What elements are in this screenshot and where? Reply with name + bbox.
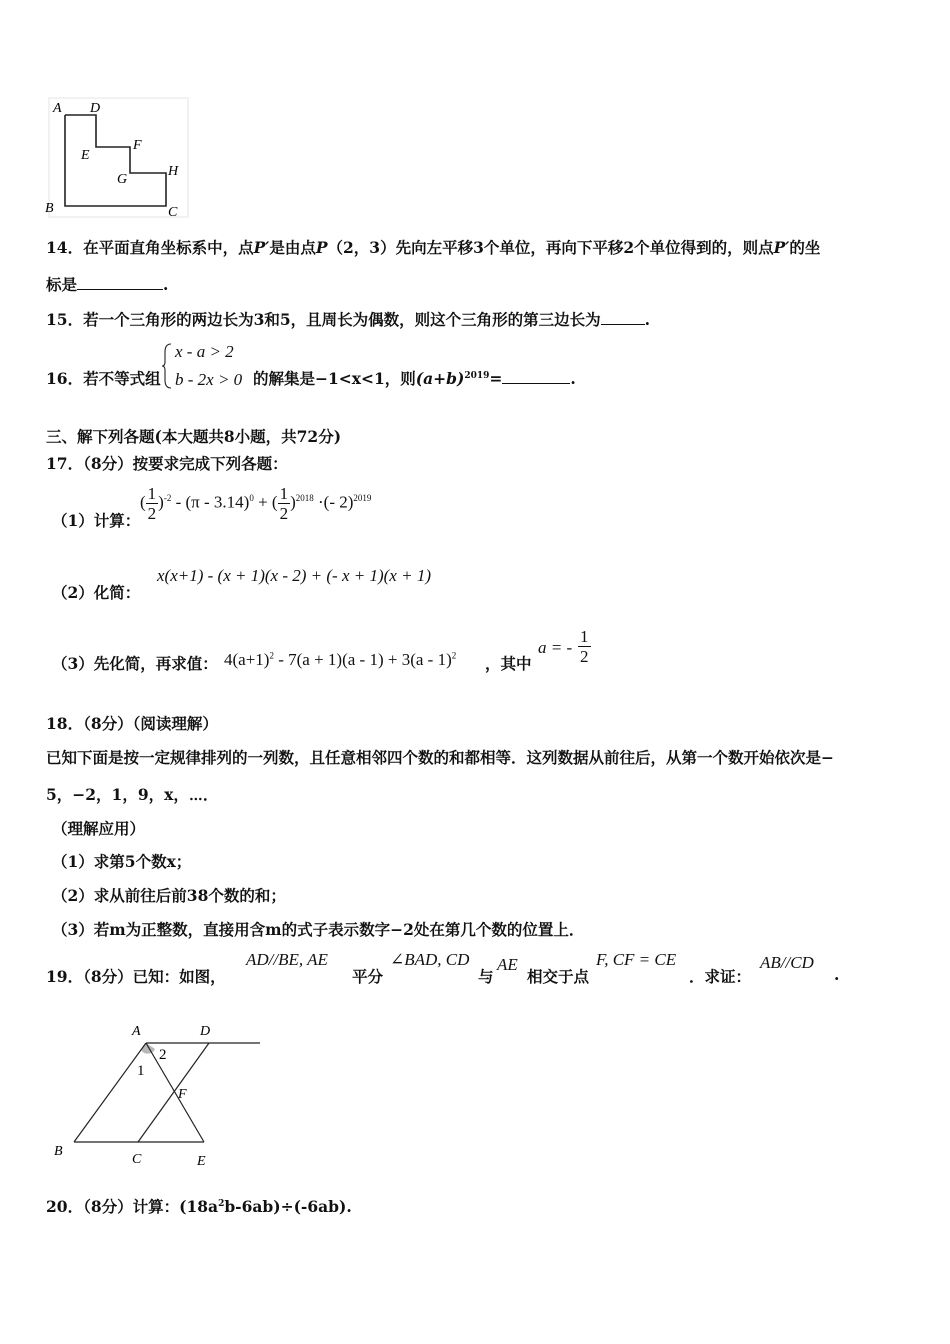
q15-end: .	[644, 310, 651, 329]
q19-end: .	[834, 965, 840, 984]
label-G: G	[117, 172, 128, 187]
q14-p-prime2: P′	[773, 238, 790, 257]
staircase-figure	[40, 96, 190, 221]
q17-part3-label: （3）先化简，再求值：	[52, 654, 218, 673]
q16-expr: (a+b)	[415, 369, 465, 388]
label-B: B	[45, 201, 54, 216]
q16-prefix: 16．若不等式组	[46, 369, 161, 388]
q14-p-prime: P′	[253, 238, 270, 257]
q17-part2-label: （2）化简：	[52, 583, 141, 602]
q16-eq: =	[489, 369, 503, 388]
q18-line2: 5，−2，1，9，x，⋯．	[46, 785, 219, 804]
fig19-label-B: B	[54, 1144, 63, 1159]
fig19-label-D: D	[200, 1024, 211, 1039]
q19-t3: 相交于点	[527, 967, 590, 986]
section-3-heading: 三、解下列各题(本大题共8小题，共72分)	[46, 427, 342, 446]
question-16	[46, 367, 161, 389]
q18-s3: （3）若m为正整数，直接用含m的式子表示数字−2处在第几个数的位置上．	[52, 920, 585, 939]
q15-text: 15．若一个三角形的两边长为3和5，且周长为偶数，则这个三角形的第三边长为	[46, 310, 601, 329]
q14-part2: 是由点	[269, 238, 316, 257]
q16-tail	[253, 367, 576, 389]
question-14-line2	[46, 273, 168, 295]
q16-end: .	[570, 369, 576, 388]
label-A: A	[53, 101, 62, 116]
q16-answer-blank[interactable]	[502, 369, 570, 384]
brace-svg	[161, 342, 173, 390]
q18-s1: （1）求第5个数x；	[52, 852, 192, 871]
q16-ineq2: b - 2x > 0	[175, 370, 243, 389]
fig19-label-E: E	[197, 1154, 206, 1169]
question-15	[46, 308, 650, 330]
label-F: F	[133, 138, 142, 153]
label-C: C	[168, 205, 178, 220]
staircase-svg	[40, 96, 190, 221]
q17-part3-frac: $\frac{1}{2}$	[580, 627, 589, 666]
fig19-angle-1: 1	[137, 1063, 145, 1079]
fig19-label-A: A	[132, 1024, 141, 1039]
question-14-line1	[46, 236, 820, 258]
q19-m3: AE	[497, 955, 518, 974]
q18-sub: （理解应用）	[52, 819, 146, 838]
fig19-label-C: C	[132, 1152, 142, 1167]
label-E: E	[81, 148, 90, 163]
q17-part1-label: （1）计算：	[52, 511, 141, 530]
q14-p: P	[315, 238, 328, 257]
q14-part4: 的坐	[789, 238, 821, 257]
q19-m5: AB//CD	[760, 953, 814, 972]
q20-sup: 2	[218, 1198, 225, 1209]
question-17-title: 17．（8分）按要求完成下列各题：	[46, 454, 288, 473]
parallel-lines-figure	[48, 1018, 268, 1173]
q19-prefix: 19．（8分）已知：如图，	[46, 967, 226, 986]
q17-part3	[52, 652, 218, 674]
q16-exp: 2019	[464, 370, 490, 381]
q17-part3-a: a = -	[538, 638, 573, 657]
q15-answer-blank[interactable]	[601, 310, 645, 325]
question-18-title: 18．（8分）（阅读理解）	[46, 714, 218, 733]
q17-part3-expr: $4(a+1)^2 - 7(a + 1)(a - 1) + 3(a - 1)^2$	[224, 650, 457, 669]
q16-ineq1: x - a > 2	[175, 342, 234, 361]
q14-part1: 14．在平面直角坐标系中，点	[46, 238, 254, 257]
q19-t2: 与	[478, 967, 494, 986]
q19-t4: ．求证：	[689, 967, 752, 986]
q14-answer-blank[interactable]	[77, 275, 163, 290]
q18-line1: 已知下面是按一定规律排列的一列数，且任意相邻四个数的和都相等．这列数据从前往后，从第一个数开始依次是−	[46, 748, 834, 767]
fig19-angle-2: 2	[159, 1047, 167, 1063]
frac-half-1: $\frac{1}{2}$	[147, 484, 157, 523]
q19-m1: AD//BE, AE	[246, 950, 328, 969]
q20-text: 20．（8分）计算：(18a	[46, 1197, 219, 1216]
q14-part3: （2，3）先向左平移3个单位，再向下平移2个单位得到的，则点	[327, 238, 774, 257]
label-H: H	[168, 164, 179, 179]
q14-line2: 标是	[46, 275, 78, 294]
frac-half-2: $\frac{1}{2}$	[279, 484, 289, 523]
q17-part2-expr: x(x+1) - (x + 1)(x - 2) + (- x + 1)(x + 1)	[157, 566, 431, 585]
parallel-lines-svg	[48, 1018, 268, 1173]
q17-part3-where: ，其中	[485, 654, 532, 673]
q20-rest: b-6ab)÷(-6ab).	[224, 1197, 352, 1216]
label-D: D	[90, 101, 101, 116]
q19-m2: ∠BAD, CD	[390, 950, 470, 969]
q19-t1: 平分	[352, 967, 384, 986]
fig19-label-F: F	[178, 1087, 187, 1102]
q16-brace	[161, 342, 173, 394]
q18-s2: （2）求从前往后前38个数的和；	[52, 886, 286, 905]
q17-part1-expr: ( $\frac{1}{2}$ )$^{-2}$ - (π - 3.14)$^0$ + ( $\frac{1}{2}$ )$^{2018}$ ·(- 2)$^{2019}$	[140, 484, 372, 523]
q19-m4: F, CF = CE	[596, 950, 677, 969]
q14-end: .	[163, 275, 169, 294]
q16-middle: 的解集是−1<x<1，则	[253, 369, 416, 388]
question-20	[46, 1195, 352, 1217]
